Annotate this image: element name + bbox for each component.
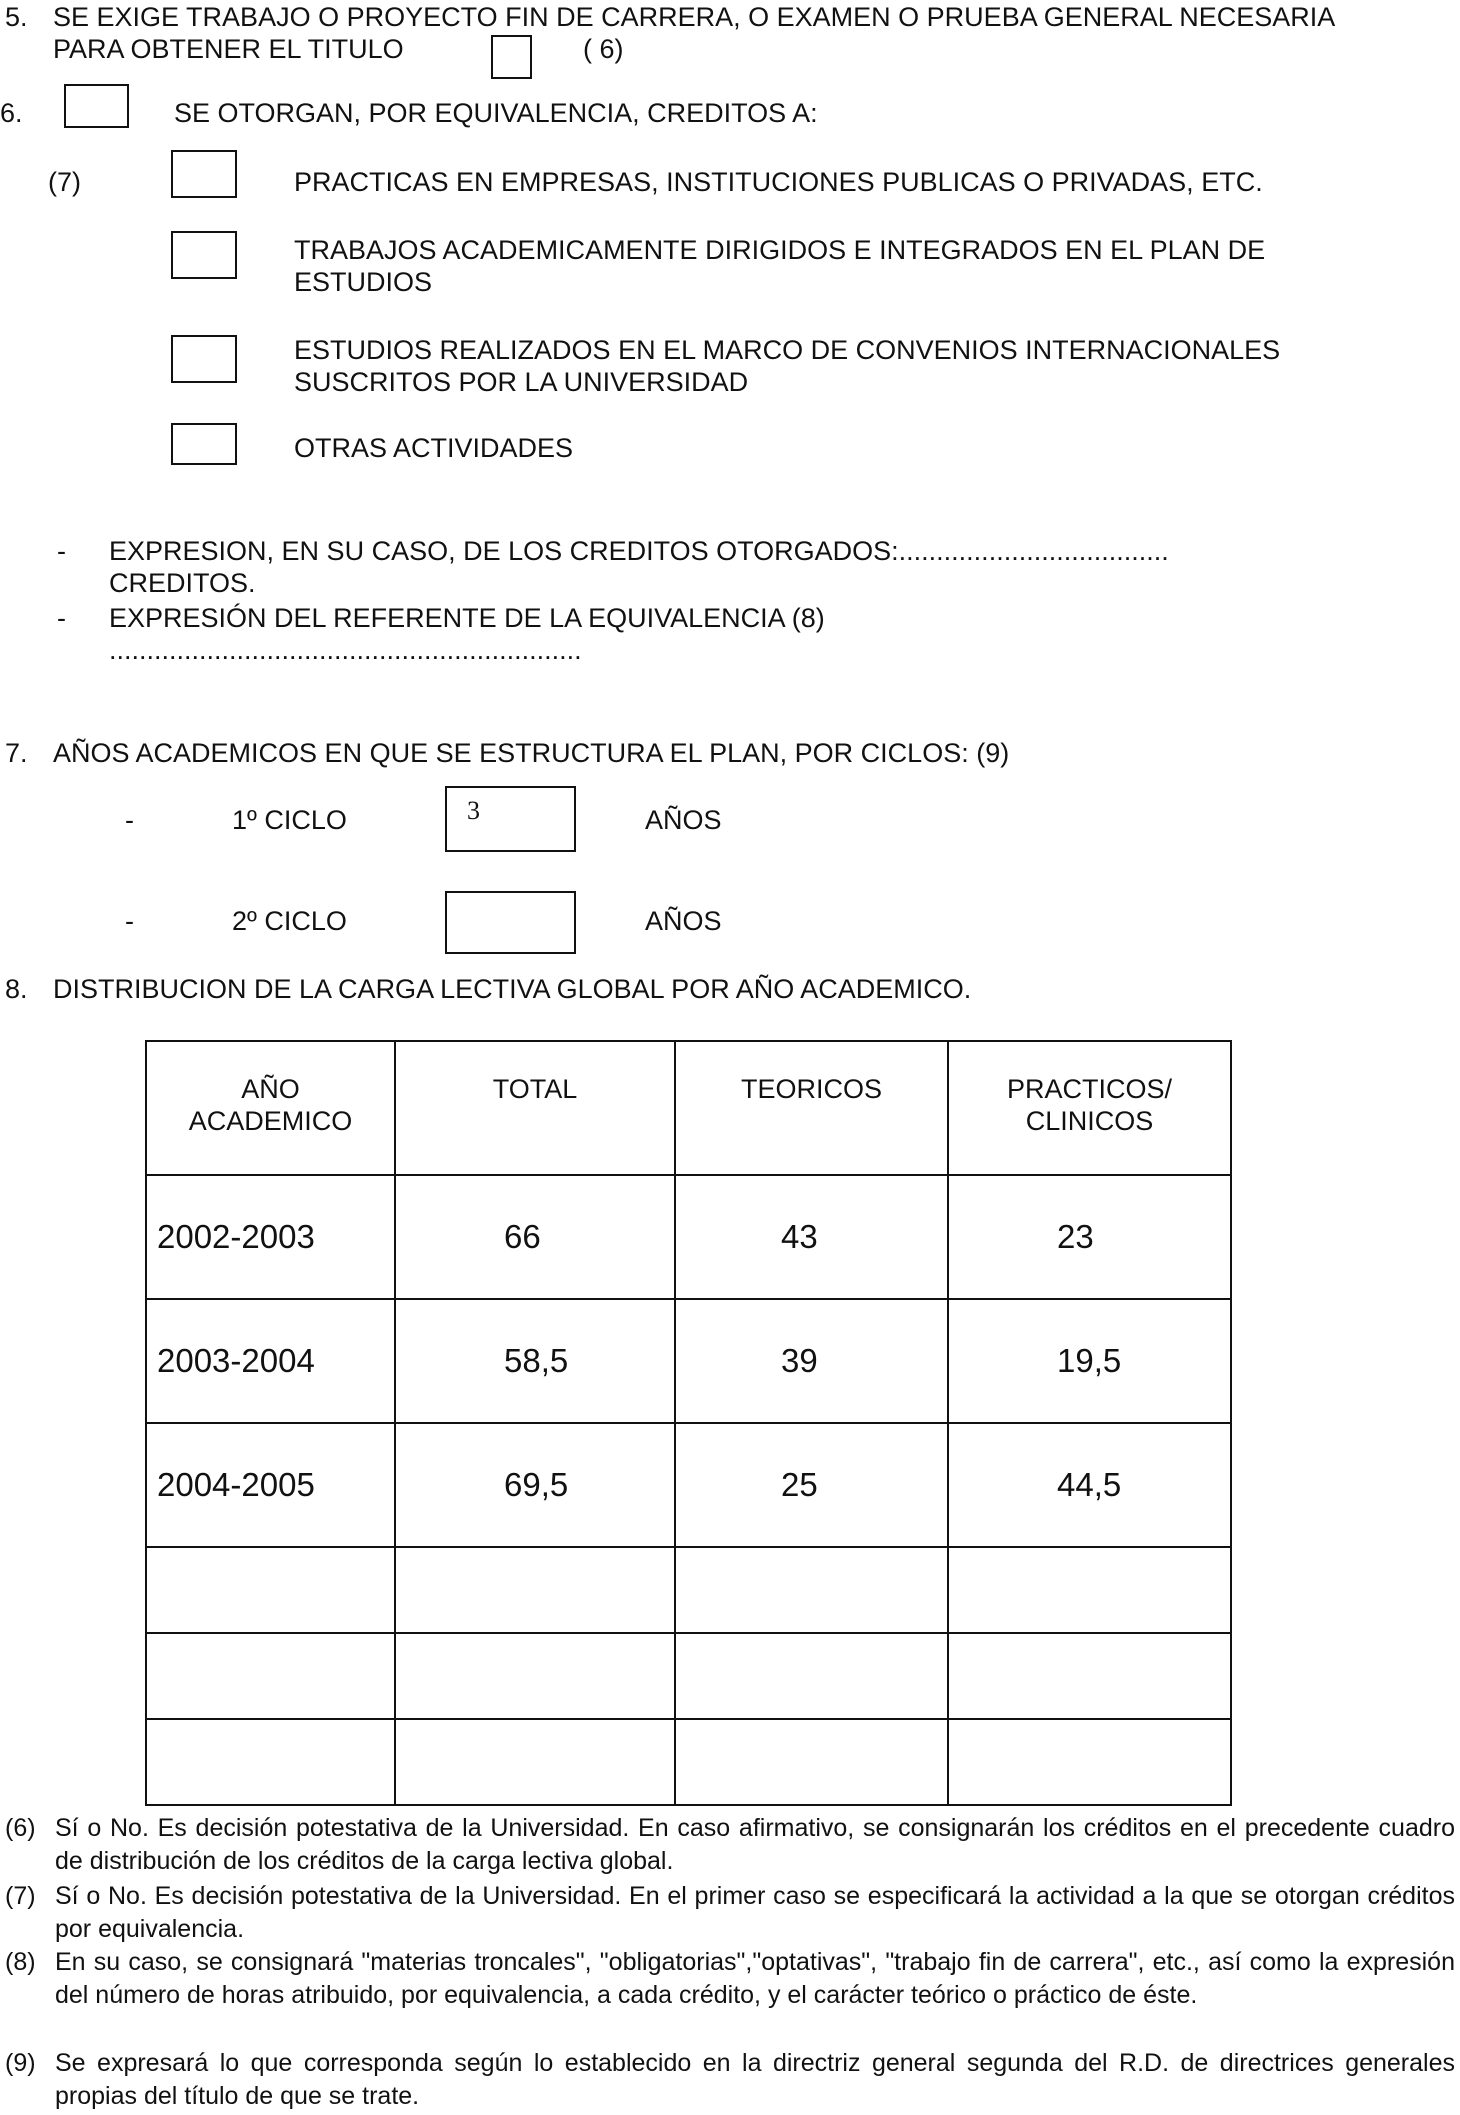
- table-row: [146, 1423, 1231, 1547]
- table-cell-empty[interactable]: [146, 1547, 395, 1633]
- expresion-referente: EXPRESIÓN DEL REFERENTE DE LA EQUIVALENCIA (8): [109, 603, 825, 633]
- table-cell-empty[interactable]: [675, 1633, 948, 1719]
- section-6-heading: SE OTORGAN, POR EQUIVALENCIA, CREDITOS A:: [174, 98, 818, 128]
- section-6-ref: (7): [48, 167, 81, 197]
- section-7-heading: AÑOS ACADEMICOS EN QUE SE ESTRUCTURA EL PLAN, POR CICLOS: (9): [53, 738, 1010, 768]
- footnote-6: [5, 1812, 1455, 1877]
- table-row-empty: [146, 1547, 1231, 1633]
- column-header: TOTAL: [395, 1041, 675, 1175]
- footnote-9: [5, 2047, 1455, 2112]
- section-5-line2: PARA OBTENER EL TITULO: [53, 34, 404, 64]
- table-row-empty: [146, 1633, 1231, 1719]
- footnote-text: En su caso, se consignará "materias troncales", "obligatorias","optativas", "trabajo fin de carrera", etc., así como la expresión del número de horas atribuido, por equivalencia, a cada crédito, y el carácter teórico o práctico de éste.: [55, 1948, 1455, 2009]
- table-cell-teoricos: 25: [675, 1423, 948, 1547]
- table-cell-empty[interactable]: [948, 1719, 1231, 1805]
- table-cell-year: 2004-2005: [146, 1423, 395, 1547]
- table-cell-teoricos: 39: [675, 1299, 948, 1423]
- footnote-7: [5, 1880, 1455, 1945]
- option-trabajos-label-line2: ESTUDIOS: [294, 267, 433, 297]
- footnote-number: (9): [5, 2049, 36, 2077]
- option-convenios-label-line2: SUSCRITOS POR LA UNIVERSIDAD: [294, 367, 749, 397]
- cycle-1-unit: AÑOS: [645, 805, 722, 835]
- table-row-empty: [146, 1719, 1231, 1805]
- table-row: [146, 1175, 1231, 1299]
- section-8-number: 8.: [5, 974, 28, 1004]
- section-6-number: 6.: [0, 98, 23, 128]
- section-5-number: 5.: [5, 2, 28, 32]
- cycle-2-years-field[interactable]: [445, 891, 576, 954]
- footnote-text: Se expresará lo que corresponda según lo establecido en la directriz general segunda del R.D. de directrices generales propias del título de que se trate.: [55, 2049, 1455, 2110]
- table-cell-empty[interactable]: [948, 1633, 1231, 1719]
- table-cell-empty[interactable]: [395, 1719, 675, 1805]
- table-cell-total: 58,5: [395, 1299, 675, 1423]
- table-cell-total: 66: [395, 1175, 675, 1299]
- table-cell-practicos: 23: [948, 1175, 1231, 1299]
- bullet-dash: -: [125, 805, 134, 835]
- table-cell-teoricos: 43: [675, 1175, 948, 1299]
- table-cell-total: 69,5: [395, 1423, 675, 1547]
- carga-lectiva-table: [145, 1040, 1232, 1806]
- table-cell-empty[interactable]: [395, 1633, 675, 1719]
- footnote-number: (8): [5, 1948, 36, 1976]
- cycle-1-years-field[interactable]: [445, 786, 576, 852]
- option-convenios-label-line1: ESTUDIOS REALIZADOS EN EL MARCO DE CONVENIOS INTERNACIONALES: [294, 335, 1281, 365]
- column-header: AÑO ACADEMICO: [146, 1041, 395, 1175]
- footnote-number: (6): [5, 1814, 36, 1842]
- cycle-2-label: 2º CICLO: [232, 906, 347, 936]
- section-5-note: ( 6): [583, 34, 624, 64]
- column-header: PRACTICOS/ CLINICOS: [948, 1041, 1231, 1175]
- footnote-8: [5, 1946, 1455, 2011]
- bullet-dash: -: [57, 603, 66, 633]
- section-5-line1: SE EXIGE TRABAJO O PROYECTO FIN DE CARRERA, O EXAMEN O PRUEBA GENERAL NECESARIA: [53, 2, 1336, 32]
- section-8-heading: DISTRIBUCION DE LA CARGA LECTIVA GLOBAL POR AÑO ACADEMICO.: [53, 974, 972, 1004]
- expresion-referente-dots: ...............................................................: [109, 635, 582, 665]
- bullet-dash: -: [57, 536, 66, 566]
- option-trabajos-checkbox[interactable]: [171, 231, 237, 279]
- column-header: TEORICOS: [675, 1041, 948, 1175]
- table-cell-empty[interactable]: [395, 1547, 675, 1633]
- table-cell-practicos: 19,5: [948, 1299, 1231, 1423]
- cycle-1-label: 1º CICLO: [232, 805, 347, 835]
- option-otras-checkbox[interactable]: [171, 423, 237, 465]
- option-practicas-label: PRACTICAS EN EMPRESAS, INSTITUCIONES PUBLICAS O PRIVADAS, ETC.: [294, 167, 1263, 197]
- table-cell-year: 2003-2004: [146, 1299, 395, 1423]
- expresion-creditos-line1: EXPRESION, EN SU CASO, DE LOS CREDITOS OTORGADOS:....................................: [109, 536, 1169, 566]
- table-header-row: [146, 1041, 1231, 1175]
- expresion-creditos-line2: CREDITOS.: [109, 568, 256, 598]
- cycle-2-unit: AÑOS: [645, 906, 722, 936]
- table-cell-empty[interactable]: [146, 1633, 395, 1719]
- option-trabajos-label-line1: TRABAJOS ACADEMICAMENTE DIRIGIDOS E INTEGRADOS EN EL PLAN DE: [294, 235, 1266, 265]
- titulo-required-checkbox[interactable]: [491, 35, 532, 79]
- option-otras-label: OTRAS ACTIVIDADES: [294, 433, 574, 463]
- table-cell-year: 2002-2003: [146, 1175, 395, 1299]
- table-cell-empty[interactable]: [146, 1719, 395, 1805]
- option-convenios-checkbox[interactable]: [171, 335, 237, 383]
- section-7-number: 7.: [5, 738, 28, 768]
- table-cell-empty[interactable]: [675, 1547, 948, 1633]
- table-cell-empty[interactable]: [675, 1719, 948, 1805]
- footnote-text: Sí o No. Es decisión potestativa de la Universidad. En el primer caso se especificará la actividad a la que se otorgan créditos por equivalencia.: [55, 1882, 1455, 1943]
- equivalencia-checkbox[interactable]: [64, 84, 129, 128]
- footnote-number: (7): [5, 1882, 36, 1910]
- table-row: [146, 1299, 1231, 1423]
- footnote-text: Sí o No. Es decisión potestativa de la Universidad. En caso afirmativo, se consignarán los créditos en el precedente cuadro de distribución de los créditos de la carga lectiva global.: [55, 1814, 1455, 1875]
- bullet-dash: -: [125, 906, 134, 936]
- table-cell-empty[interactable]: [948, 1547, 1231, 1633]
- option-practicas-checkbox[interactable]: [171, 150, 237, 198]
- table-cell-practicos: 44,5: [948, 1423, 1231, 1547]
- cycle-1-value: 3: [467, 796, 480, 825]
